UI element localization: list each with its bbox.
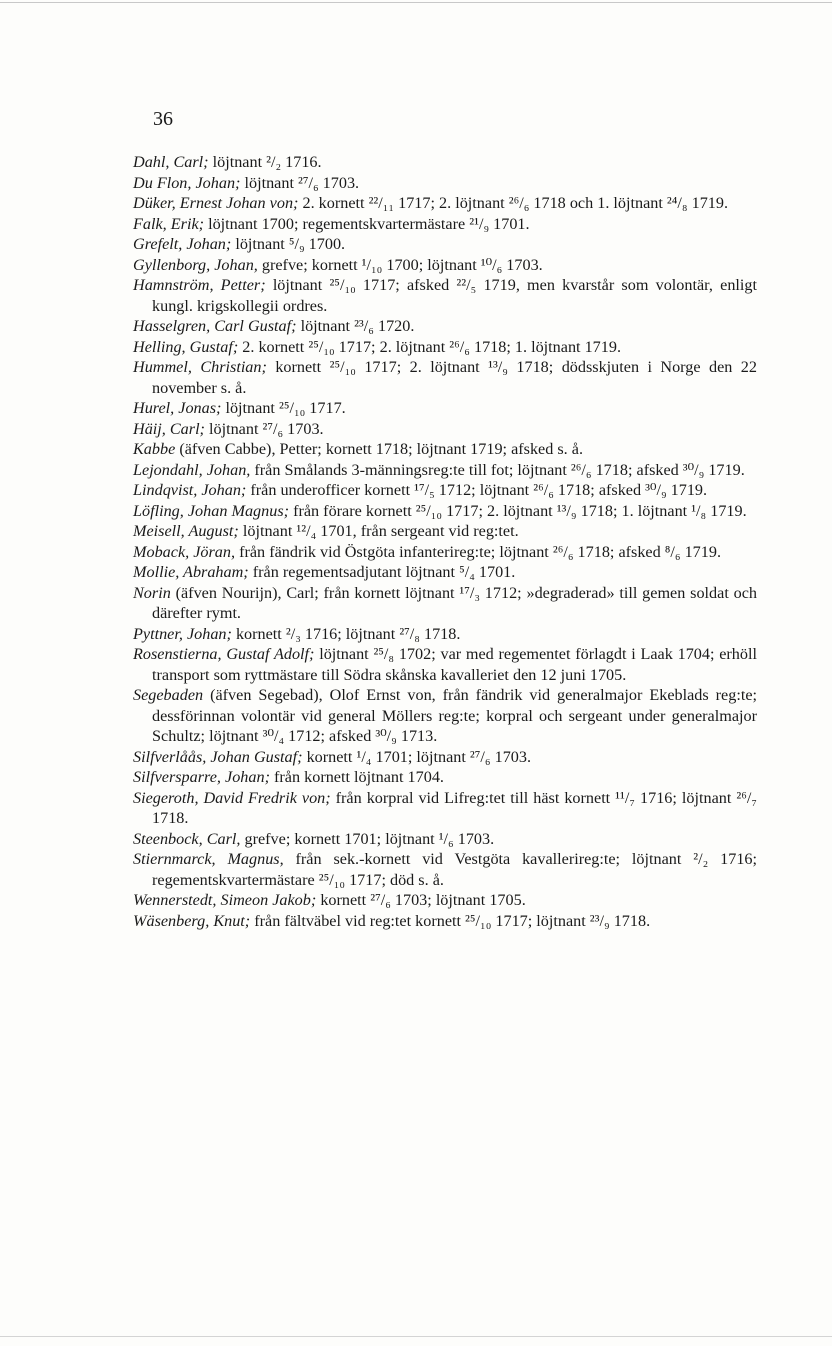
entry-name: Rosenstierna, Gustaf Adolf; [133,645,315,663]
entry-name: Kabbe [133,440,176,458]
entry-text: (äfven Cabbe), Petter; kornett 1718; löjtnant 1719; afsked s. å. [179,440,583,458]
entry-text: från sek.-kornett vid Vestgöta kavallerireg:te; löjtnant ²/₂ 1716; regementskvartermästare ²⁵/₁₀ 1717; död s. å. [152,850,758,889]
list-item [133,788,757,829]
entry-text: löjtnant ²³/₆ 1720. [300,317,415,335]
entry-text: från underofficer kornett ¹⁷/₅ 1712; löjtnant ²⁶/₆ 1718; afsked ³⁰/₉ 1719. [250,481,708,499]
list-item [133,316,757,337]
entry-name: Löfling, Johan Magnus; [133,501,290,520]
entry-text: kornett ²⁷/₆ 1703; löjtnant 1705. [320,891,526,909]
list-item [133,357,757,398]
list-item [133,747,757,768]
page-number: 36 [153,108,173,130]
entry-text: grefve; kornett 1701; löjtnant ¹/₆ 1703. [244,829,495,848]
entry-name: Falk, Erik; [133,214,205,233]
list-item [133,193,757,214]
entry-name: Silfverlåås, Johan Gustaf; [133,747,303,766]
list-item [133,624,757,645]
list-item [133,644,757,685]
entry-text: löjtnant ⁵/₉ 1700. [235,235,346,253]
list-item [133,337,757,358]
entry-name: Meisell, August; [133,522,239,540]
entry-name: Häij, Carl; [133,419,205,438]
entry-name: Pyttner, Johan; [133,624,232,643]
entry-name: Norin [133,583,171,602]
entry-text: 2. kornett ²⁵/₁₀ 1717; 2. löjtnant ²⁶/₆ 1718; 1. löjtnant 1719. [242,337,622,356]
list-item [133,234,757,255]
entry-name: Segebaden [133,686,204,704]
list-item [133,480,757,501]
list-item [133,542,757,563]
entry-text: löjtnant ²⁵/₁₀ 1717. [225,399,346,417]
list-item [133,501,757,522]
list-item [133,767,757,788]
entry-name: Wennerstedt, Simeon Jakob; [133,891,317,909]
entry-text: löjtnant ²⁵/₁₀ 1717; afsked ²²/₅ 1719, men kvarstår som volontär, enligt kungl. krigskollegii ordres. [152,276,757,315]
entry-text: från förare kornett ²⁵/₁₀ 1717; 2. löjtnant ¹³/₉ 1718; 1. löjtnant ¹/₈ 1719. [293,501,747,520]
entry-name: Mollie, Abraham; [133,563,249,581]
entry-list [133,152,757,931]
entry-text: löjtnant ²⁷/₆ 1703. [244,173,360,192]
entry-name: Dahl, Carl; [133,153,209,171]
entry-text: från fältväbel vid reg:tet kornett ²⁵/₁₀ 1717; löjtnant ²³/₉ 1718. [254,911,651,930]
list-item [133,849,757,890]
entry-name: Helling, Gustaf; [133,337,239,356]
entry-name: Stiernmarck, Magnus, [133,850,284,868]
entry-text: (äfven Segebad), Olof Ernst von, från fändrik vid generalmajor Ekeblads reg:te; dessförinnan volontär vid general Möllers reg:te; korpral och sergeant under generalmajor Schultz; löjtnant ³⁰/₄ 1712; afsked ³⁰/₉ 1713. [152,686,758,745]
entry-text: grefve; kornett ¹/₁₀ 1700; löjtnant ¹⁰/₆ 1703. [261,255,543,274]
bottom-edge-rule [0,1336,832,1337]
list-item [133,173,757,194]
list-item [133,419,757,440]
entry-name: Hummel, Christian; [133,358,267,376]
entry-text: 2. kornett ²²/₁₁ 1717; 2. löjtnant ²⁶/₆ 1718 och 1. löjtnant ²⁴/₈ 1719. [302,194,729,212]
entry-name: Grefelt, Johan; [133,235,232,253]
list-item [133,214,757,235]
entry-name: Düker, Ernest Johan von; [133,194,299,212]
entry-text: löjtnant ¹²/₄ 1701, från sergeant vid reg:tet. [242,522,519,540]
entry-text: löjtnant ²⁵/₈ 1702; var med regementet förlagdt i Laak 1704; erhöll transport som ryttmästare till Södra skånska kavalleriet den 12 juni 1705. [152,645,757,684]
entry-name: Gyllenborg, Johan, [133,255,258,274]
list-item [133,460,757,481]
entry-name: Silfversparre, Johan; [133,768,270,786]
entry-name: Lindqvist, Johan; [133,481,247,499]
list-item [133,562,757,583]
list-item [133,583,757,624]
entry-text: från regementsadjutant löjtnant ⁵/₄ 1701. [252,563,516,581]
entry-name: Hurel, Jonas; [133,399,222,417]
entry-name: Wäsenberg, Knut; [133,911,251,930]
entry-text: löjtnant ²⁷/₆ 1703. [209,419,324,438]
list-item [133,255,757,276]
entry-name: Steenbock, Carl, [133,829,241,848]
list-item [133,521,757,542]
list-item [133,439,757,460]
list-item [133,911,757,932]
entry-text: från Smålands 3-männingsreg:te till fot; löjtnant ²⁶/₆ 1718; afsked ³⁰/₉ 1719. [254,460,745,479]
entry-text: löjtnant ²/₂ 1716. [212,153,322,171]
entry-name: Lejondahl, Johan, [133,460,251,479]
entry-name: Du Flon, Johan; [133,173,241,192]
list-item [133,685,757,747]
entry-text: löjtnant 1700; regementskvartermästare ²¹/₉ 1701. [208,214,530,233]
entry-name: Moback, Jöran, [133,542,236,561]
entry-text: från kornett löjtnant 1704. [274,768,444,786]
entry-text: kornett ²⁵/₁₀ 1717; 2. löjtnant ¹³/₉ 1718; dödsskjuten i Norge den 22 november s. å. [152,358,757,397]
list-item [133,829,757,850]
list-item [133,152,757,173]
entry-text: från fändrik vid Östgöta infanterireg:te; löjtnant ²⁶/₆ 1718; afsked ⁸/₆ 1719. [239,542,722,561]
entry-name: Hamnström, Petter; [133,276,266,294]
entry-name: Hasselgren, Carl Gustaf; [133,317,297,335]
top-edge-rule [0,2,832,3]
list-item [133,398,757,419]
entry-text: kornett ¹/₄ 1701; löjtnant ²⁷/₆ 1703. [306,747,532,766]
entry-text: kornett ²/₃ 1716; löjtnant ²⁷/₈ 1718. [235,624,461,643]
list-item [133,275,757,316]
list-item [133,890,757,911]
entry-name: Siegeroth, David Fredrik von; [133,788,331,807]
entry-text: (äfven Nourijn), Carl; från kornett löjtnant ¹⁷/₃ 1712; »degraderad» till gemen soldat och därefter rymt. [152,583,757,622]
entry-text: från korpral vid Lifreg:tet till häst kornett ¹¹/₇ 1716; löjtnant ²⁶/₇ 1718. [152,788,757,827]
